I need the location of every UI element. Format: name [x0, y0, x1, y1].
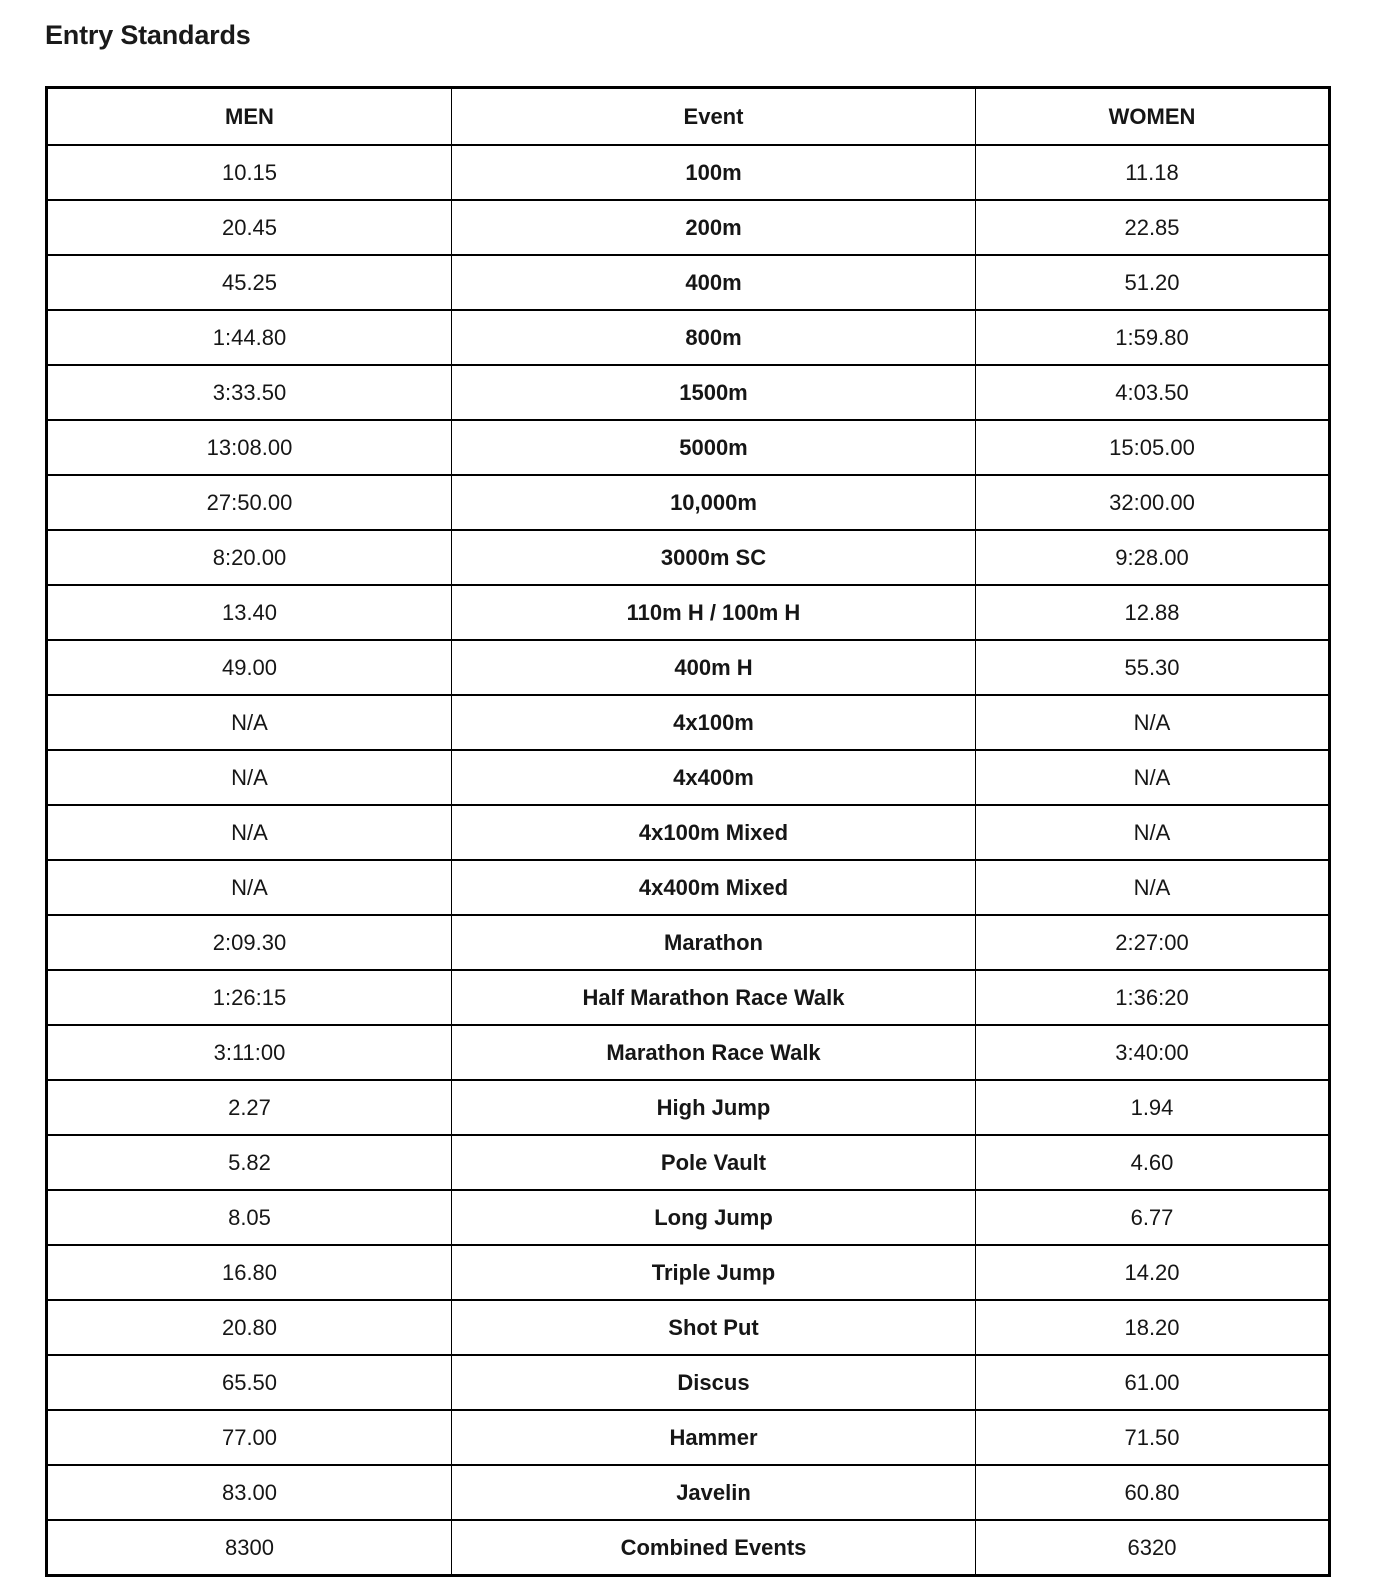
table-row [47, 475, 1330, 530]
cell-men-standard: 1:44.80 [47, 310, 452, 365]
cell-men-standard: 2:09.30 [47, 915, 452, 970]
cell-women-standard: 4:03.50 [976, 365, 1330, 420]
table-header [47, 88, 1330, 146]
cell-men-standard: 49.00 [47, 640, 452, 695]
table-row [47, 805, 1330, 860]
cell-women-standard: N/A [976, 860, 1330, 915]
cell-men-standard: 3:11:00 [47, 1025, 452, 1080]
cell-men-standard: 8.05 [47, 1190, 452, 1245]
table-header-row [47, 88, 1330, 146]
cell-event-name: Half Marathon Race Walk [452, 970, 976, 1025]
cell-women-standard: 1:59.80 [976, 310, 1330, 365]
cell-men-standard: 13:08.00 [47, 420, 452, 475]
table-row [47, 970, 1330, 1025]
table-row [47, 255, 1330, 310]
cell-men-standard: 16.80 [47, 1245, 452, 1300]
entry-standards-table-container [45, 86, 1328, 1577]
table-row [47, 915, 1330, 970]
cell-women-standard: 55.30 [976, 640, 1330, 695]
table-row [47, 1300, 1330, 1355]
cell-men-standard: N/A [47, 860, 452, 915]
cell-women-standard: 6320 [976, 1520, 1330, 1576]
table-row [47, 860, 1330, 915]
table-row [47, 530, 1330, 585]
cell-men-standard: N/A [47, 750, 452, 805]
table-row [47, 145, 1330, 200]
cell-event-name: Marathon Race Walk [452, 1025, 976, 1080]
cell-women-standard: 6.77 [976, 1190, 1330, 1245]
table-row [47, 1135, 1330, 1190]
cell-women-standard: 32:00.00 [976, 475, 1330, 530]
cell-women-standard: 1:36:20 [976, 970, 1330, 1025]
table-row [47, 365, 1330, 420]
cell-men-standard: 1:26:15 [47, 970, 452, 1025]
cell-event-name: 200m [452, 200, 976, 255]
cell-event-name: High Jump [452, 1080, 976, 1135]
cell-women-standard: 11.18 [976, 145, 1330, 200]
cell-men-standard: 2.27 [47, 1080, 452, 1135]
cell-event-name: Hammer [452, 1410, 976, 1465]
cell-event-name: 3000m SC [452, 530, 976, 585]
cell-men-standard: 45.25 [47, 255, 452, 310]
table-row [47, 1025, 1330, 1080]
cell-women-standard: N/A [976, 695, 1330, 750]
cell-women-standard: N/A [976, 750, 1330, 805]
cell-event-name: 5000m [452, 420, 976, 475]
cell-event-name: 100m [452, 145, 976, 200]
cell-women-standard: 60.80 [976, 1465, 1330, 1520]
cell-event-name: 400m H [452, 640, 976, 695]
cell-men-standard: 8:20.00 [47, 530, 452, 585]
cell-men-standard: 27:50.00 [47, 475, 452, 530]
column-header-men: MEN [47, 88, 452, 146]
column-header-event: Event [452, 88, 976, 146]
table-row [47, 1245, 1330, 1300]
cell-women-standard: 15:05.00 [976, 420, 1330, 475]
cell-event-name: 4x100m [452, 695, 976, 750]
cell-women-standard: 12.88 [976, 585, 1330, 640]
table-row [47, 420, 1330, 475]
table-body [47, 145, 1330, 1576]
cell-men-standard: 77.00 [47, 1410, 452, 1465]
cell-men-standard: N/A [47, 805, 452, 860]
table-row [47, 1190, 1330, 1245]
cell-women-standard: 18.20 [976, 1300, 1330, 1355]
cell-event-name: Long Jump [452, 1190, 976, 1245]
table-row [47, 585, 1330, 640]
cell-event-name: 10,000m [452, 475, 976, 530]
cell-women-standard: 4.60 [976, 1135, 1330, 1190]
cell-event-name: Pole Vault [452, 1135, 976, 1190]
cell-event-name: 1500m [452, 365, 976, 420]
cell-women-standard: 22.85 [976, 200, 1330, 255]
cell-men-standard: N/A [47, 695, 452, 750]
table-row [47, 750, 1330, 805]
cell-event-name: Discus [452, 1355, 976, 1410]
cell-event-name: 400m [452, 255, 976, 310]
table-row [47, 200, 1330, 255]
cell-women-standard: 14.20 [976, 1245, 1330, 1300]
cell-men-standard: 20.45 [47, 200, 452, 255]
cell-event-name: Shot Put [452, 1300, 976, 1355]
cell-event-name: Marathon [452, 915, 976, 970]
table-row [47, 1355, 1330, 1410]
cell-women-standard: 3:40:00 [976, 1025, 1330, 1080]
column-header-women: WOMEN [976, 88, 1330, 146]
cell-men-standard: 8300 [47, 1520, 452, 1576]
cell-men-standard: 5.82 [47, 1135, 452, 1190]
cell-event-name: Combined Events [452, 1520, 976, 1576]
table-row [47, 310, 1330, 365]
table-row [47, 1080, 1330, 1135]
cell-women-standard: 61.00 [976, 1355, 1330, 1410]
cell-women-standard: N/A [976, 805, 1330, 860]
cell-event-name: 800m [452, 310, 976, 365]
cell-event-name: Triple Jump [452, 1245, 976, 1300]
cell-men-standard: 10.15 [47, 145, 452, 200]
cell-event-name: 4x100m Mixed [452, 805, 976, 860]
table-row [47, 695, 1330, 750]
cell-women-standard: 9:28.00 [976, 530, 1330, 585]
table-row [47, 1465, 1330, 1520]
cell-event-name: 4x400m Mixed [452, 860, 976, 915]
table-row [47, 1520, 1330, 1576]
cell-event-name: 4x400m [452, 750, 976, 805]
cell-men-standard: 3:33.50 [47, 365, 452, 420]
entry-standards-table [45, 86, 1331, 1577]
cell-women-standard: 71.50 [976, 1410, 1330, 1465]
cell-women-standard: 2:27:00 [976, 915, 1330, 970]
cell-men-standard: 20.80 [47, 1300, 452, 1355]
cell-men-standard: 83.00 [47, 1465, 452, 1520]
cell-women-standard: 51.20 [976, 255, 1330, 310]
table-row [47, 1410, 1330, 1465]
cell-men-standard: 65.50 [47, 1355, 452, 1410]
cell-event-name: Javelin [452, 1465, 976, 1520]
page-title: Entry Standards [45, 20, 251, 50]
cell-men-standard: 13.40 [47, 585, 452, 640]
cell-event-name: 110m H / 100m H [452, 585, 976, 640]
table-row [47, 640, 1330, 695]
cell-women-standard: 1.94 [976, 1080, 1330, 1135]
